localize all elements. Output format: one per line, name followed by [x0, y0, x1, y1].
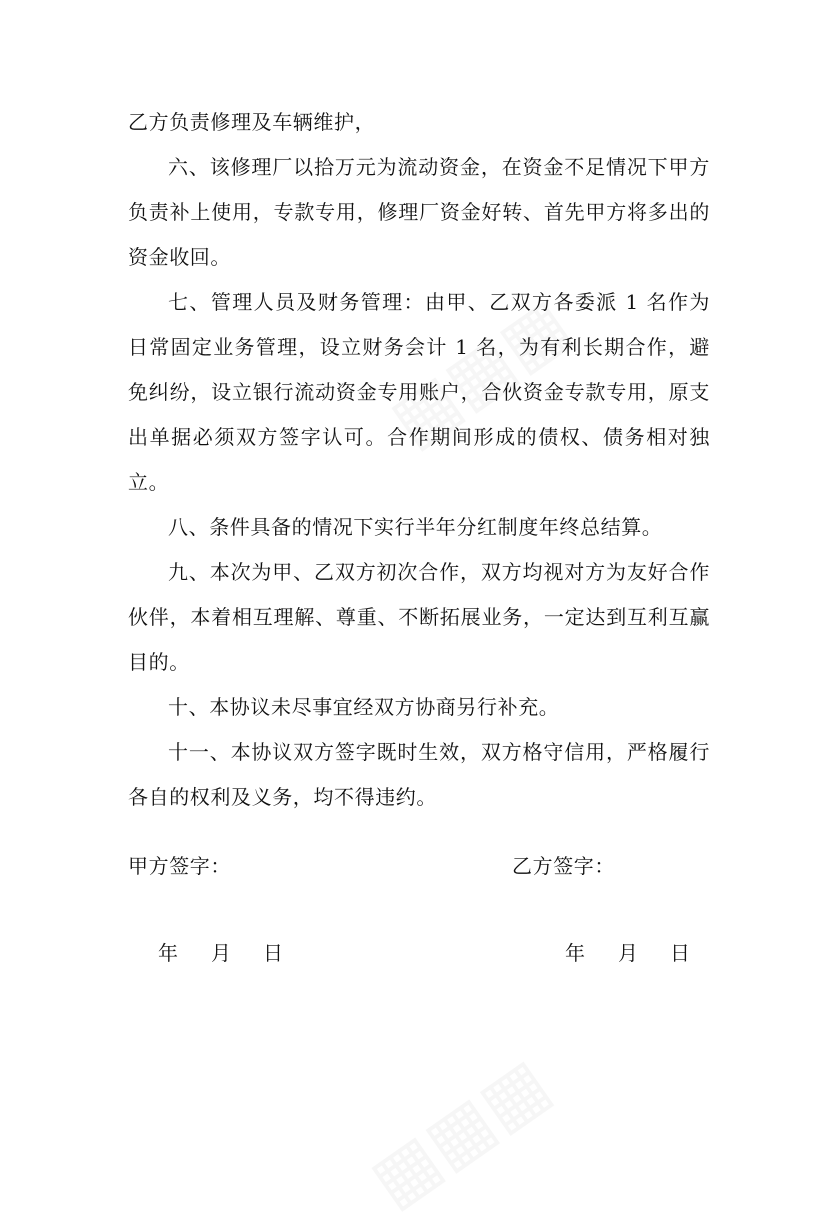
paragraph-clause-7: 七、管理人员及财务管理：由甲、乙双方各委派 1 名作为日常固定业务管理，设立财务会计 1 名，为有利长期合作，避免纠纷，设立银行流动资金专用账户，合伙资金专款专用，原支出单据必须双方签字认可。合作期间形成的债权、债务相对独立。	[128, 290, 710, 494]
paragraph-clause-9: 九、本次为甲、乙双方初次合作，双方均视对方为友好合作伙伴，本着相互理解、尊重、不断拓展业务，一定达到互利互赢目的。	[128, 560, 710, 674]
paragraph: 乙方负责修理及车辆维护，	[128, 110, 376, 134]
month-label: 月	[211, 941, 231, 965]
paragraph-clause-10: 十、本协议未尽事宜经双方协商另行补充。	[168, 695, 560, 719]
month-label: 月	[618, 941, 638, 965]
party-b-signature-label: 乙方签字：	[512, 854, 615, 878]
paragraph-clause-6: 六、该修理厂以拾万元为流动资金，在资金不足情况下甲方负责补上使用，专款专用，修理厂资金好转、首先甲方将多出的资金收回。	[128, 155, 710, 269]
party-a-signature-label: 甲方签字：	[128, 854, 231, 878]
paragraph-clause-11: 十一、本协议双方签字既时生效，双方格守信用，严格履行各自的权利及义务，均不得违约。	[128, 740, 710, 809]
agreement-body	[128, 100, 710, 820]
paragraph-clause-8: 八、条件具备的情况下实行半年分红制度年终总结算。	[168, 515, 663, 539]
day-label: 日	[670, 941, 690, 965]
watermark	[354, 1041, 564, 1222]
year-label: 年	[565, 941, 585, 965]
day-label: 日	[263, 941, 283, 965]
year-label: 年	[158, 941, 178, 965]
